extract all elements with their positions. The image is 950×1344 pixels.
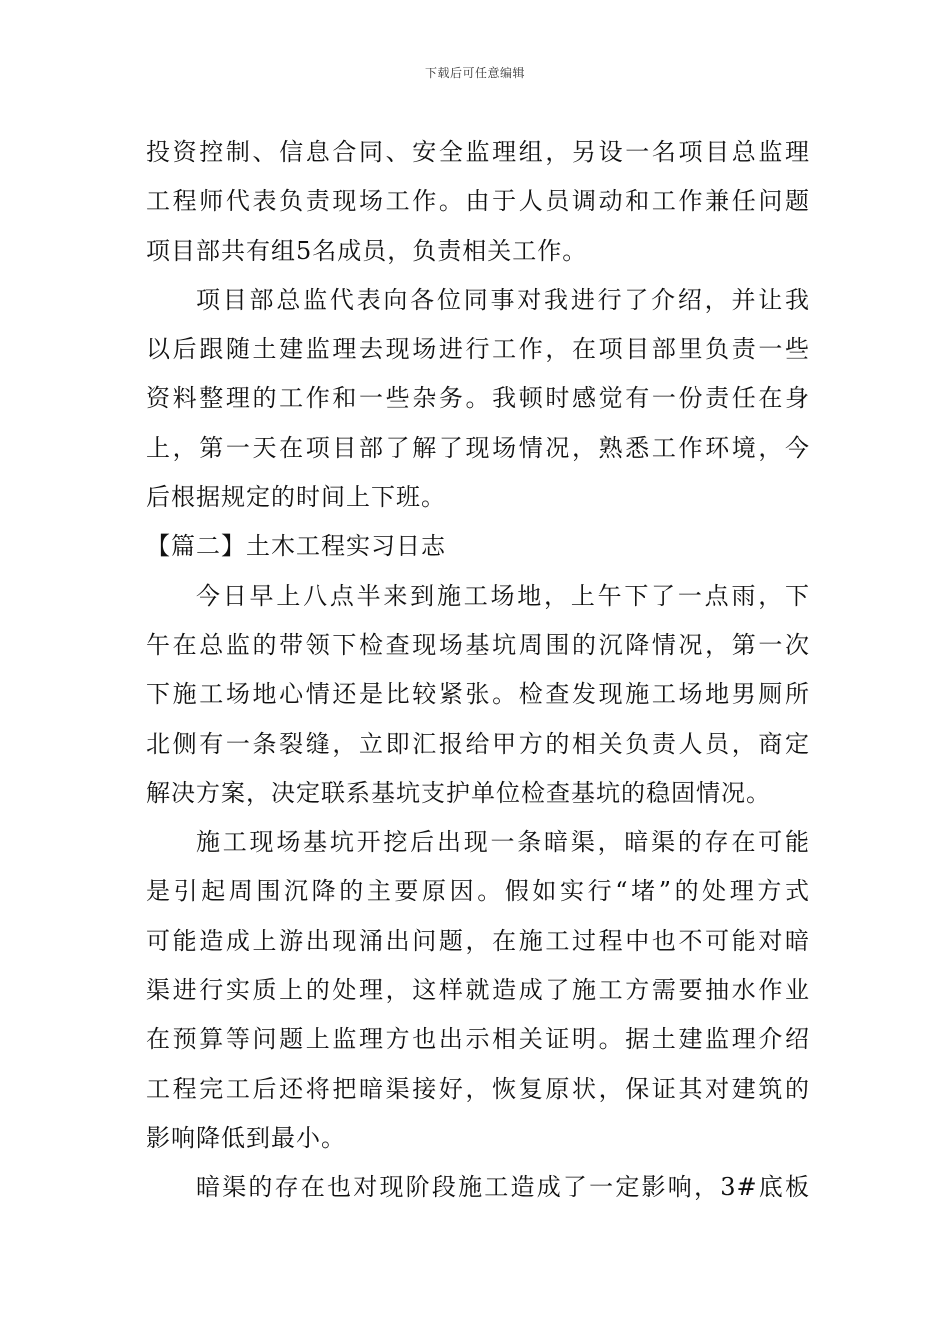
document-body <box>146 128 810 1213</box>
text-line: 渠进行实质上的处理，这样就造成了施工方需要抽水作业 <box>146 976 810 1005</box>
text-line: 【篇二】土木工程实习日志 <box>146 532 446 561</box>
text-line: 解决方案，决定联系基坑支护单位检查基坑的稳固情况。 <box>146 778 771 807</box>
text-line: 下施工场地心情还是比较紧张。检查发现施工场地男厕所 <box>146 680 810 709</box>
text-line: 工程师代表负责现场工作。由于人员调动和工作兼任问题 <box>146 187 810 216</box>
text-line: 午在总监的带领下检查现场基坑周围的沉降情况，第一次 <box>146 630 810 659</box>
text-line: 今日早上八点半来到施工场地，上午下了一点雨，下 <box>196 581 810 610</box>
text-line: 项目部总监代表向各位同事对我进行了介绍，并让我 <box>196 285 810 314</box>
text-line: 是引起周围沉降的主要原因。假如实行“堵”的处理方式 <box>146 877 810 906</box>
page-header: 下载后可任意编辑 <box>424 66 525 80</box>
text-line: 资料整理的工作和一些杂务。我顿时感觉有一份责任在身 <box>146 384 810 413</box>
text-line: 上，第一天在项目部了解了现场情况，熟悉工作环境，今 <box>146 433 810 462</box>
text-line: 投资控制、信息合同、安全监理组，另设一名项目总监理 <box>146 138 810 166</box>
text-line: 项目部共有组5名成员，负责相关工作。 <box>146 236 588 265</box>
text-line: 北侧有一条裂缝，立即汇报给甲方的相关负责人员，商定 <box>146 729 810 758</box>
text-line: 后根据规定的时间上下班。 <box>146 483 446 512</box>
text-line: 在预算等问题上监理方也出示相关证明。据土建监理介绍 <box>146 1025 810 1054</box>
text-line: 以后跟随土建监理去现场进行工作，在项目部里负责一些 <box>146 335 810 364</box>
text-line: 施工现场基坑开挖后出现一条暗渠，暗渠的存在可能 <box>196 828 810 857</box>
text-line: 工程完工后还将把暗渠接好，恢复原状，保证其对建筑的 <box>146 1074 810 1103</box>
text-line: 可能造成上游出现涌出问题，在施工过程中也不可能对暗 <box>146 926 810 955</box>
text-line: 影响降低到最小。 <box>146 1123 346 1152</box>
text-line: 暗渠的存在也对现阶段施工造成了一定影响，3#底板 <box>196 1173 810 1202</box>
